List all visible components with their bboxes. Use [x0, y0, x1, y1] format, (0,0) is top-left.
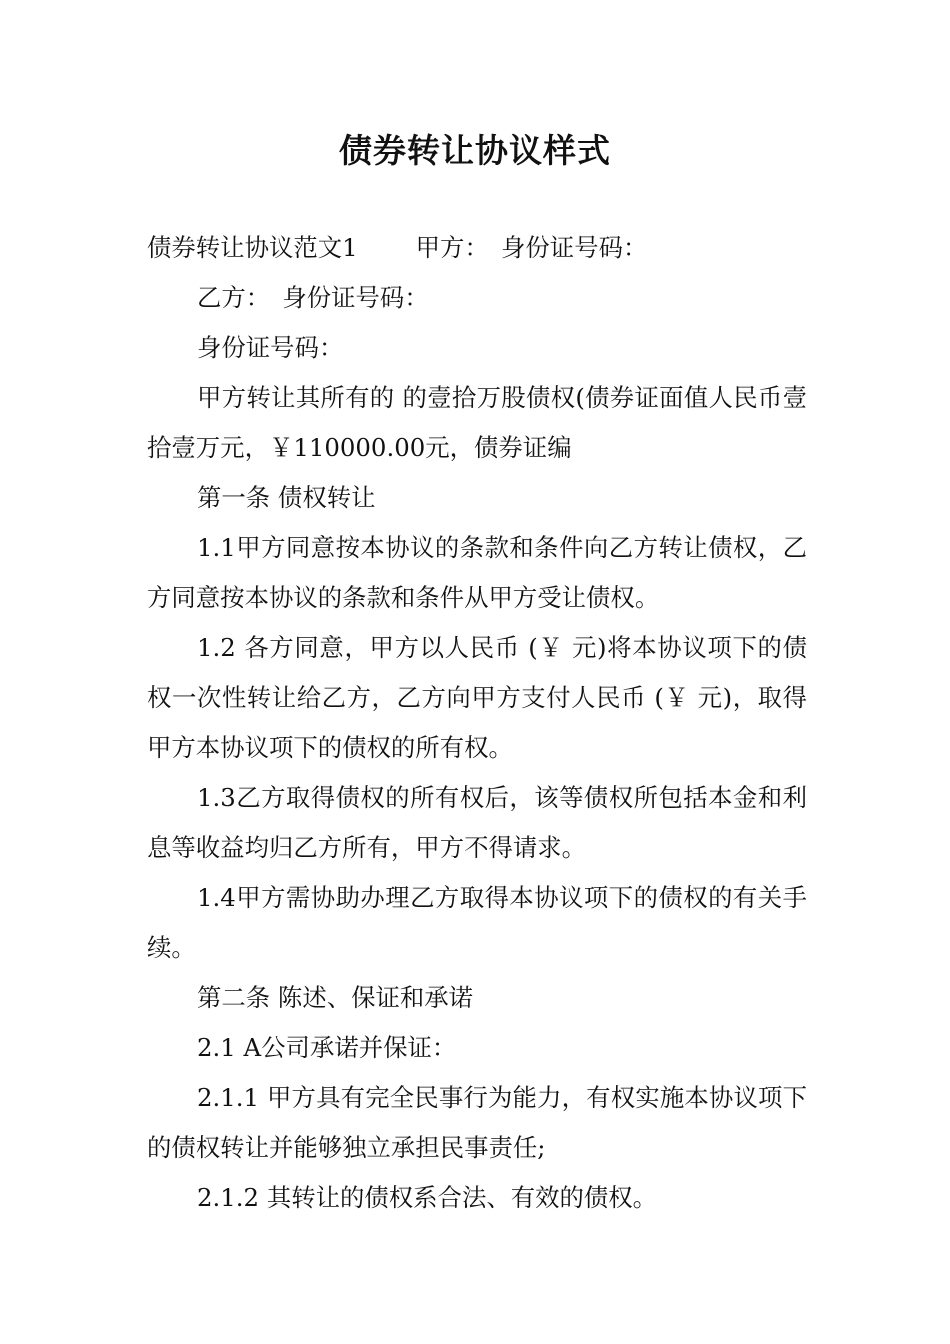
- clause-2-1-2: 2.1.2 其转让的债权系合法、有效的债权。: [197, 1183, 658, 1212]
- clause-1-4: 1.4甲方需协助办理乙方取得本协议项下的债权的有关手续。: [147, 883, 807, 962]
- clause-1-2: 1.2 各方同意，甲方以人民币 (￥ 元)将本协议项下的债权一次性转让给乙方，乙方向甲方支付人民币 (￥ 元)，取得甲方本协议项下的债权的所有权。: [147, 633, 807, 762]
- id-number-line: 身份证号码：: [197, 333, 344, 362]
- clause-2-1-1: 2.1.1 甲方具有完全民事行为能力，有权实施本协议项下的债权转让并能够独立承担民事责任;: [147, 1083, 807, 1162]
- document-body: [147, 223, 807, 1223]
- clause-2-1: 2.1 A公司承诺并保证：: [197, 1033, 457, 1062]
- intro-party-a: 甲方： 身份证号码：: [415, 233, 648, 262]
- article-1-heading: 第一条 债权转让: [197, 483, 376, 512]
- article-2-heading: 第二条 陈述、保证和承诺: [197, 983, 474, 1012]
- party-b-line: 乙方： 身份证号码：: [197, 283, 429, 312]
- document-title: 债券转让协议样式: [339, 131, 611, 170]
- intro-label: 债券转让协议范文1: [147, 233, 358, 262]
- transfer-intro-paragraph: 甲方转让其所有的 的壹拾万股债权(债券证面值人民币壹拾壹万元，￥110000.00元，债券证编: [147, 383, 807, 462]
- intro-line: [147, 223, 807, 273]
- clause-1-1: 1.1甲方同意按本协议的条款和条件向乙方转让债权，乙方同意按本协议的条款和条件从甲方受让债权。: [147, 533, 807, 612]
- clause-1-3: 1.3乙方取得债权的所有权后，该等债权所包括本金和利息等收益均归乙方所有，甲方不得请求。: [147, 783, 807, 862]
